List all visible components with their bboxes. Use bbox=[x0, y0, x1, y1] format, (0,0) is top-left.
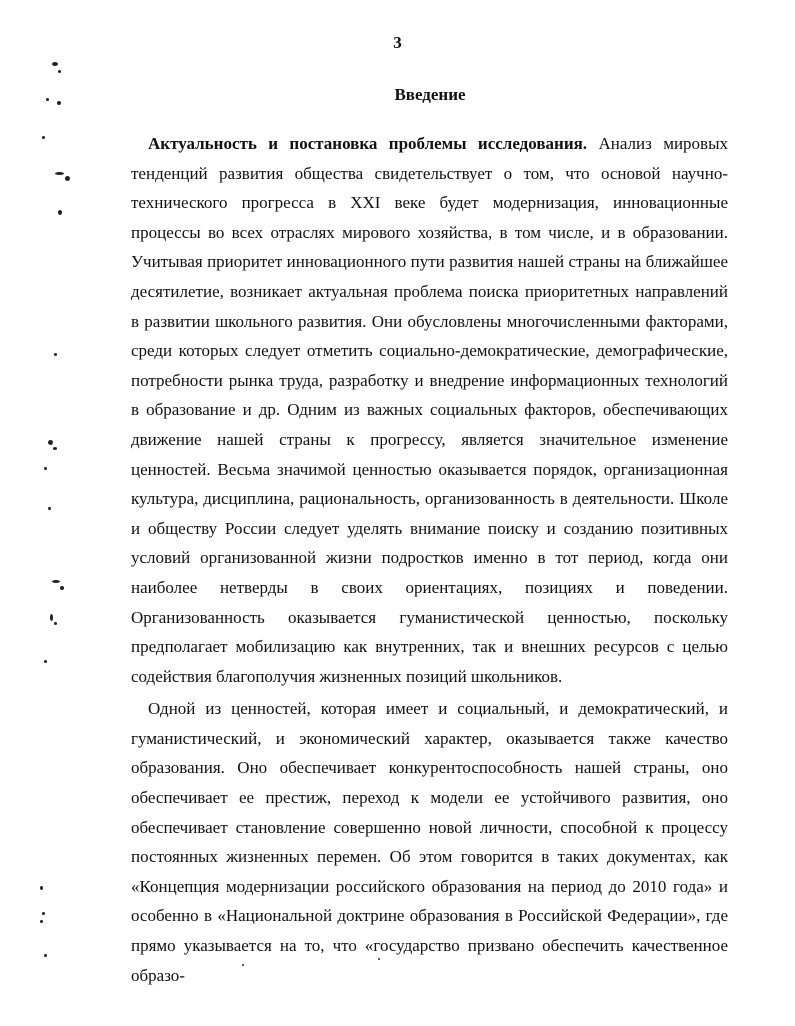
scan-speck bbox=[242, 964, 244, 966]
scan-speck bbox=[378, 958, 380, 960]
scan-speck bbox=[42, 136, 45, 139]
scan-speck bbox=[40, 886, 43, 890]
page-number: 3 bbox=[393, 33, 402, 52]
scan-speck bbox=[52, 580, 60, 583]
scan-speck bbox=[54, 622, 57, 625]
scan-speck bbox=[50, 614, 53, 621]
scan-speck bbox=[57, 101, 61, 105]
scan-speck bbox=[44, 467, 47, 470]
body-text bbox=[131, 129, 728, 990]
scan-speck bbox=[44, 660, 47, 663]
paragraph-text: Одной из ценностей, которая имеет и социальный, и демократический, и гуманистический, и экономический характер, оказывается также качество образования. Оно обеспечивает конкурентоспособность нашей страны, оно обеспечивает ее престиж, переход к модели ее устойчивого развития, оно обеспечивает становление совершенно новой личности, способной к процессу постоянных жизненных перемен. Об этом говорится в таких документах, как «Концепция модернизации российского образования на период до 2010 года» и особенно в «Национальной доктрине образования в Российской Федерации», где прямо указывается на то, что «государство призвано обеспечить качественное образо- bbox=[131, 699, 728, 985]
scan-speck bbox=[52, 62, 58, 66]
scan-speck bbox=[46, 98, 49, 101]
scan-speck bbox=[55, 172, 64, 175]
scan-speck bbox=[40, 920, 43, 923]
scan-speck bbox=[58, 70, 61, 73]
scan-speck bbox=[44, 954, 47, 957]
paragraph-2 bbox=[131, 694, 728, 990]
scan-speck bbox=[53, 447, 57, 450]
scan-speck bbox=[65, 176, 70, 181]
section-title: Введение bbox=[394, 85, 466, 104]
paragraph-lead: Актуальность и постановка проблемы исследования. bbox=[148, 134, 588, 153]
paragraph-text: Анализ мировых тенденций развития общества свидетельствует о том, что основой научно-технического прогресса в XXI веке будет модернизация, инновационные процессы во всех отраслях мирового хозяйства, в том числе, и в образовании. Учитывая приоритет инновационного пути развития нашей страны на ближайшее десятилетие, возникает актуальная проблема поиска приоритетных направлений в развитии школьного развития. Они обусловлены многочисленными факторами, среди которых следует отметить социально-демократические, демографические, потребности рынка труда, разработку и внедрение информационных технологий в образование и др. Одним из важных социальных факторов, обеспечивающих движение нашей страны к прогрессу, является значительное изменение ценностей. Весьма значимой ценностью оказывается порядок, организационная культура, дисциплина, рациональность, организованность в деятельности. Школе и обществу России следует уделять внимание поиску и созданию позитивных условий организованной жизни подростков именно в тот период, когда они наиболее нетверды в своих ориентациях, позициях и поведении. Организованность оказывается гуманистической ценностью, поскольку предполагает мобилизацию как внутренних, так и внешних ресурсов с целью содействия благополучия жизненных позиций школьников. bbox=[131, 134, 729, 686]
scan-speck bbox=[58, 210, 62, 215]
scan-speck bbox=[60, 586, 64, 590]
scan-speck bbox=[54, 353, 57, 356]
paragraph-1 bbox=[131, 129, 728, 691]
scan-speck bbox=[48, 507, 51, 510]
scan-speck bbox=[42, 912, 45, 915]
scan-speck bbox=[48, 440, 53, 445]
